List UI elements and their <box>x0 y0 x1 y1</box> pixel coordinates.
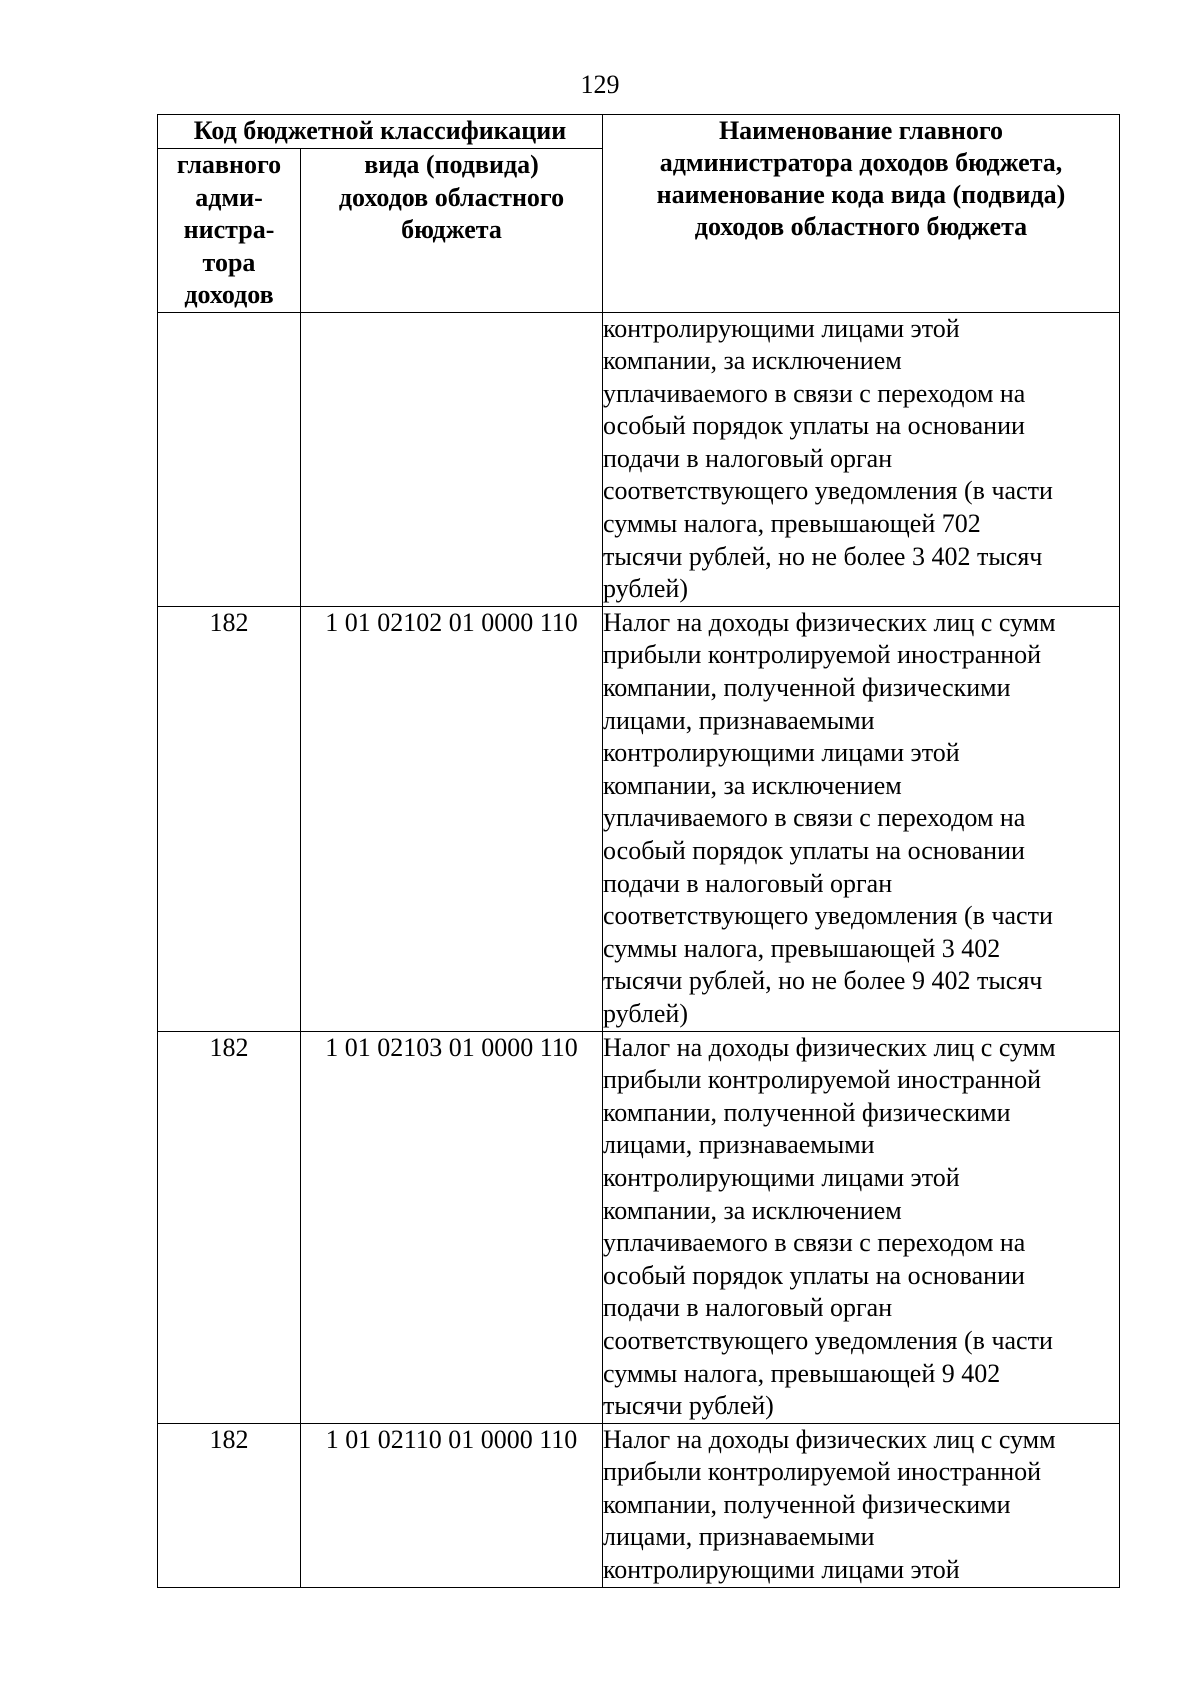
income-name-line: особый порядок уплаты на основании <box>603 411 1025 441</box>
income-name-cell <box>603 1031 1120 1423</box>
income-name-cell <box>603 606 1120 1031</box>
header-code-line: бюджета <box>401 215 502 244</box>
header-budget-classification-code: Код бюджетной классификации <box>158 115 603 149</box>
admin-code-cell: 182 <box>158 606 301 1031</box>
table-row <box>158 312 1120 606</box>
income-name-line: Налог на доходы физических лиц с сумм <box>603 1424 1056 1454</box>
income-name-line: прибыли контролируемой иностранной <box>603 1457 1042 1487</box>
income-code-cell <box>301 312 603 606</box>
income-name-line: Налог на доходы физических лиц с сумм <box>603 607 1056 637</box>
header-name-column <box>603 115 1120 313</box>
income-name-line: подачи в налоговый орган <box>603 443 893 473</box>
income-name-line: компании, за исключением <box>603 346 902 376</box>
income-name-line: контролирующими лицами этой <box>603 1162 960 1192</box>
income-name-line: компании, полученной физическими <box>603 1489 1011 1519</box>
header-code-line: вида (подвида) <box>364 150 539 179</box>
income-name-line: уплачиваемого в связи с переходом на <box>603 378 1026 408</box>
budget-classification-table <box>157 114 1120 1588</box>
income-name-line: соответствующего уведомления (в части <box>603 476 1053 506</box>
income-name-line: компании, полученной физическими <box>603 1097 1011 1127</box>
income-code-cell: 1 01 02103 01 0000 110 <box>301 1031 603 1423</box>
table-row <box>158 1423 1120 1587</box>
income-name-line: прибыли контролируемой иностранной <box>603 640 1042 670</box>
header-admin-line: главного <box>176 150 282 179</box>
income-name-line: уплачиваемого в связи с переходом на <box>603 803 1026 833</box>
income-name-line: компании, полученной физическими <box>603 673 1011 703</box>
income-name-cell <box>603 312 1120 606</box>
header-admin-line: доходов <box>184 280 274 309</box>
table-row <box>158 606 1120 1031</box>
header-name-line: Наименование главного <box>718 116 1004 145</box>
income-name-line: суммы налога, превышающей 9 402 <box>603 1358 1001 1388</box>
admin-code-cell <box>158 312 301 606</box>
income-name-line: Налог на доходы физических лиц с сумм <box>603 1032 1056 1062</box>
admin-code-cell: 182 <box>158 1031 301 1423</box>
table-body <box>158 312 1120 1587</box>
income-name-line: тысячи рублей) <box>603 1391 774 1421</box>
table-row <box>158 1031 1120 1423</box>
income-name-line: контролирующими лицами этой <box>603 738 960 768</box>
income-name-line: лицами, признаваемыми <box>603 705 875 735</box>
income-name-line: особый порядок уплаты на основании <box>603 1260 1025 1290</box>
income-name-line: рублей) <box>603 998 688 1028</box>
income-name-line: тысячи рублей, но не более 3 402 тысяч <box>603 541 1043 571</box>
income-name-line: контролирующими лицами этой <box>603 1555 960 1585</box>
header-admin-line: нистра- <box>183 215 275 244</box>
header-code-column <box>301 149 603 313</box>
income-name-line: лицами, признаваемыми <box>603 1130 875 1160</box>
admin-code-cell: 182 <box>158 1423 301 1587</box>
income-code-cell: 1 01 02102 01 0000 110 <box>301 606 603 1031</box>
income-name-line: суммы налога, превышающей 3 402 <box>603 933 1001 963</box>
income-name-line: подачи в налоговый орган <box>603 868 893 898</box>
income-name-line: подачи в налоговый орган <box>603 1293 893 1323</box>
page-number: 129 <box>580 70 620 99</box>
income-name-line: уплачиваемого в связи с переходом на <box>603 1228 1026 1258</box>
income-name-line: компании, за исключением <box>603 1195 902 1225</box>
income-name-line: контролирующими лицами этой <box>603 313 960 343</box>
header-admin-line: адми- <box>195 182 263 212</box>
income-name-line: тысячи рублей, но не более 9 402 тысяч <box>603 966 1043 996</box>
income-name-line: суммы налога, превышающей 702 <box>603 509 981 539</box>
income-name-cell <box>603 1423 1120 1587</box>
header-name-line: администратора доходов бюджета, <box>659 148 1063 177</box>
header-name-line: доходов областного бюджета <box>694 212 1028 241</box>
header-admin-line: тора <box>202 247 256 277</box>
header-name-line: наименование кода вида (подвида) <box>656 180 1066 209</box>
income-name-line: соответствующего уведомления (в части <box>603 901 1053 931</box>
income-name-line: лицами, признаваемыми <box>603 1522 875 1552</box>
income-name-line: рублей) <box>603 574 688 604</box>
income-name-line: особый порядок уплаты на основании <box>603 836 1025 865</box>
income-name-line: компании, за исключением <box>603 770 902 800</box>
income-code-cell: 1 01 02110 01 0000 110 <box>301 1423 603 1587</box>
income-name-line: соответствующего уведомления (в части <box>603 1325 1053 1355</box>
header-code-line: доходов областного <box>338 182 565 212</box>
income-name-line: прибыли контролируемой иностранной <box>603 1065 1042 1095</box>
header-admin-column <box>158 149 301 313</box>
